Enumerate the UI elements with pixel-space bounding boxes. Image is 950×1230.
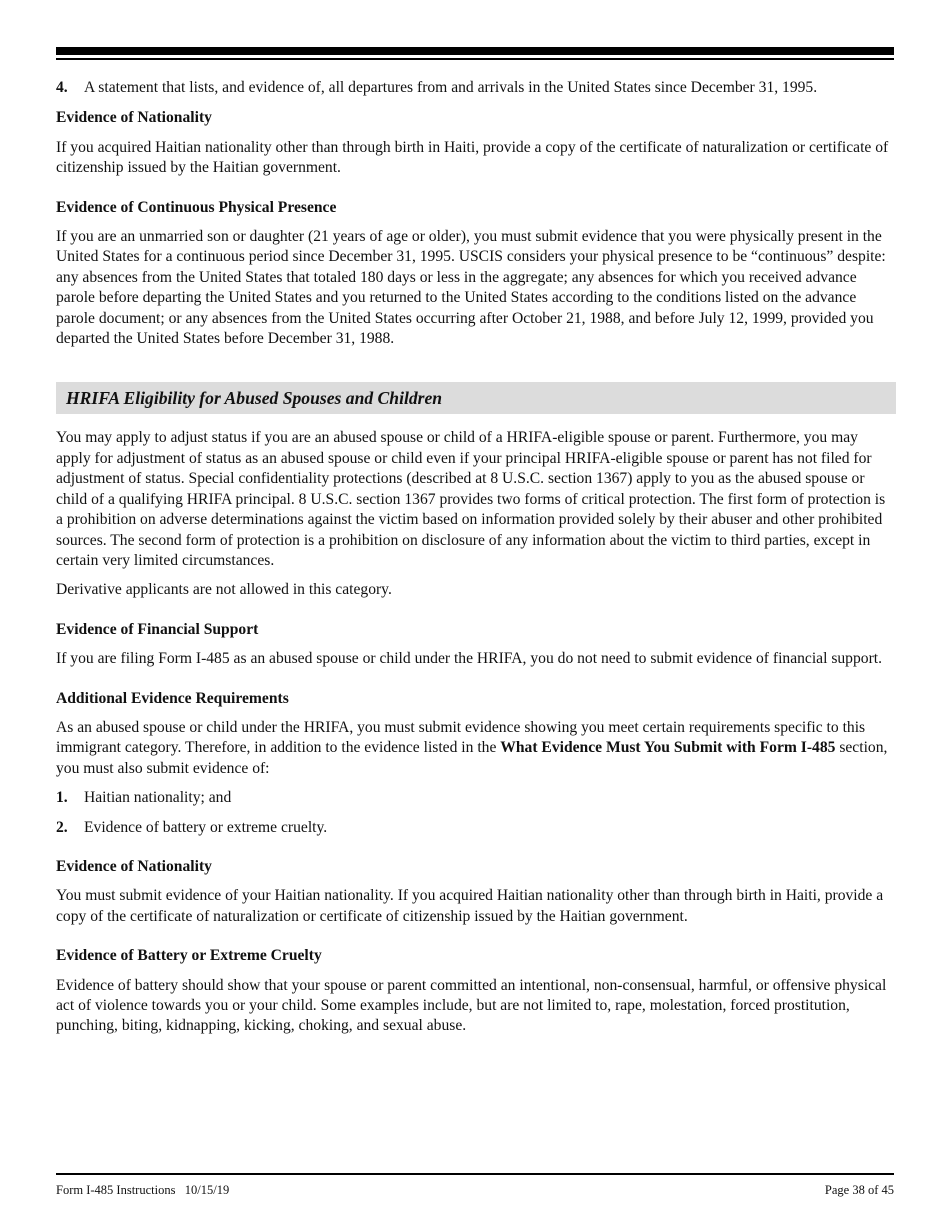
- paragraph-continuous-presence: If you are an unmarried son or daughter (21 years of age or older), you must submit evidence that you were physically present in the United States for a continuous period since December 31, 1995. USCIS considers your physical presence to be “continuous” despite: any absences from the United States that totaled 180 days or less in the aggregate; any absences for which you received advance parole before departing the United States and you returned to the United States according to the conditions listed on the advance parole document; or any absences from the United States occurring after October 21, 1988, and before July 12, 1999, provided you departed the United States before December 31, 1988.: [56, 228, 886, 348]
- footer-form-info: Form I-485 Instructions 10/15/19: [56, 1183, 230, 1197]
- list-text: A statement that lists, and evidence of, all departures from and arrivals in the United States since December 31, 1995.: [84, 79, 818, 96]
- section-title: HRIFA Eligibility for Abused Spouses and Children: [66, 388, 443, 409]
- additional-text-end: section, you must also submit evidence of:: [56, 739, 888, 777]
- list-text: Evidence of battery or extreme cruelty.: [84, 818, 328, 836]
- footer-rule: [56, 1173, 894, 1175]
- list-item-2: [56, 818, 896, 838]
- footer-page-number: Page 38 of 45: [824, 1183, 894, 1197]
- heading-continuous-presence: Evidence of Continuous Physical Presence: [56, 198, 337, 216]
- list-number: 4.: [56, 79, 68, 96]
- additional-text-start: As an abused spouse or child under the HRIFA, you must submit evidence showing you meet certain requirements specific to this immigrant category. Therefore, in addition to the evidence listed in the: [56, 718, 866, 757]
- section-title-bar: [56, 382, 896, 414]
- heading-evidence-nationality-2: Evidence of Nationality: [56, 857, 212, 875]
- list-item-4: [56, 78, 896, 98]
- header-rule-thin: [56, 58, 894, 60]
- heading-battery-cruelty: Evidence of Battery or Extreme Cruelty: [56, 947, 322, 965]
- list-number: 1.: [56, 789, 68, 807]
- paragraph-nationality: If you acquired Haitian nationality other than through birth in Haiti, provide a copy of the certificate of naturalization or certificate of citizenship issued by the Haitian government.: [56, 138, 889, 177]
- paragraph-derivative: Derivative applicants are not allowed in this category.: [56, 581, 392, 599]
- paragraph-nationality-2: You must submit evidence of your Haitian nationality. If you acquired Haitian nationality other than through birth in Haiti, provide a copy of the certificate of naturalization or certificate of citizenship issued by the Haitian government.: [56, 887, 884, 925]
- list-item-1: [56, 788, 896, 808]
- heading-evidence-nationality: Evidence of Nationality: [56, 109, 212, 127]
- list-number: 2.: [56, 818, 68, 836]
- paragraph-intro: You may apply to adjust status if you are an abused spouse or child of a HRIFA-eligible spouse or parent. Furthermore, you may apply for adjustment of status as an abused spouse or child even if your principal HRIFA-eligible spouse or parent has not filed for adjustment of status. Special confidentiality protections (described at 8 U.S.C. section 1367) apply to you as the abused spouse or child of a qualifying HRIFA principal. 8 U.S.C. section 1367 provides two forms of critical protection. The first form of protection is a prohibition on adverse determinations against the victim based on information provided solely by their abuser and other prohibited sources. The second form of protection is a prohibition on disclosure of any information about the victim to third parties, except in certain very limited circumstances.: [56, 429, 886, 569]
- paragraph-financial-support: If you are filing Form I-485 as an abused spouse or child under the HRIFA, you do not need to submit evidence of financial support.: [56, 650, 882, 668]
- page-content: [56, 78, 896, 1037]
- paragraph-battery-cruelty: Evidence of battery should show that your spouse or parent committed an intentional, non-consensual, harmful, or offensive physical act of violence towards you or your child. Some examples include, but are not limited to, rape, molestation, forced prostitution, punching, biting, kidnapping, kicking, choking, and sexual abuse.: [56, 976, 887, 1035]
- heading-financial-support: Evidence of Financial Support: [56, 620, 259, 638]
- header-rule-thick: [56, 47, 894, 55]
- additional-text-bold: What Evidence Must You Submit with Form I-485: [500, 739, 836, 757]
- list-text: Haitian nationality; and: [84, 789, 232, 807]
- heading-additional-evidence: Additional Evidence Requirements: [56, 689, 289, 707]
- paragraph-additional-evidence: [56, 718, 896, 779]
